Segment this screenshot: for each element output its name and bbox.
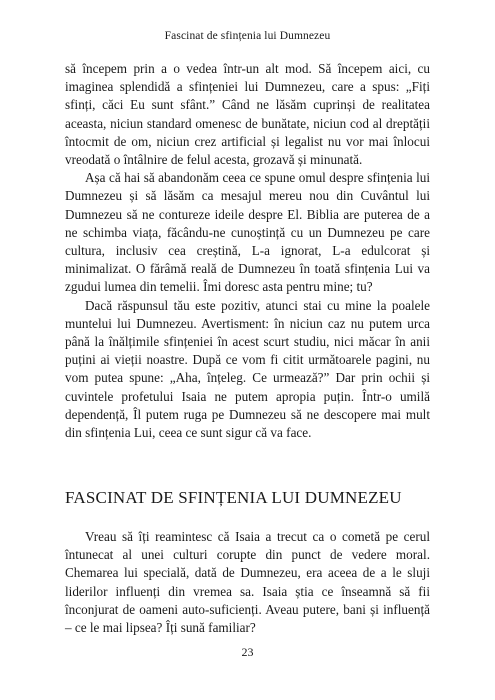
page-number: 23	[241, 645, 254, 659]
paragraph-continued: să începem prin a o vedea într-un alt mod. Să începem aici, cu imaginea splendidă a sfințeniei lui Dumnezeu, care a spus: „Fiți sfinți, căci Eu sunt sfânt.” Când ne lăsăm cuprinși de realitatea aceasta, niciun standard omenesc de bunătate, niciun cod al dreptății întocmit de om, niciun crez artificial și legalist nu vor mai înlocui vreodată o întâlnire de felul acesta, grozavă și minunată.	[65, 61, 430, 168]
section-body	[65, 528, 430, 637]
paragraph: Dacă răspunsul tău este pozitiv, atunci stai cu mine la poalele muntelui lui Dumnezeu. Avertisment: în niciun caz nu putem urca până la înălțimile sfințeniei în acest scurt studiu, nici măcar în anii puțini ai vieții noastre. După ce vom fi citit următoarele pagini, nu vom putea spune: „Aha, înțeleg. Ce urmează?” Dar prin ochii și cuvintele profetului Isaia ne putem apropia puțin. Într-o umilă dependență, Îl putem ruga pe Dumnezeu să ne descopere mai mult din sfințenia Lui, ceea ce sunt sigur că va face.	[65, 297, 430, 441]
paragraph: Vreau să îți reamintesc că Isaia a trecut ca o cometă pe cerul întunecat al unei culturi corupte din punct de vedere moral. Chemarea lui specială, dată de Dumnezeu, era aceea de a le sluji liderilor influenți din vremea sa. Isaia știa ce înseamnă să fii înconjurat de oameni auto-suficienți. Aveau putere, bani și influență – ce le mai lipsea? Îți sună familiar?	[65, 529, 430, 636]
running-header: Fascinat de sfințenia lui Dumnezeu	[164, 30, 331, 42]
body-text	[65, 60, 430, 442]
section-heading: FASCINAT DE SFINȚENIA LUI DUMNEZEU	[65, 488, 402, 507]
paragraph: Așa că hai să abandonăm ceea ce spune omul despre sfințenia lui Dumnezeu și să lăsăm ca mesajul mereu nou din Cuvântul lui Dumnezeu să ne contureze ideile despre El. Biblia are puterea de a ne schimba viața, făcându-ne cunoștință cu un Dumnezeu pe care cultura, inclusiv cea creștină, L-a ignorat, L-a edulcorat și minimalizat. O fărâmă reală de Dumnezeu în toată sfințenia Lui va zgudui lumea din temelii. Îmi doresc asta pentru mine; tu?	[65, 170, 430, 295]
